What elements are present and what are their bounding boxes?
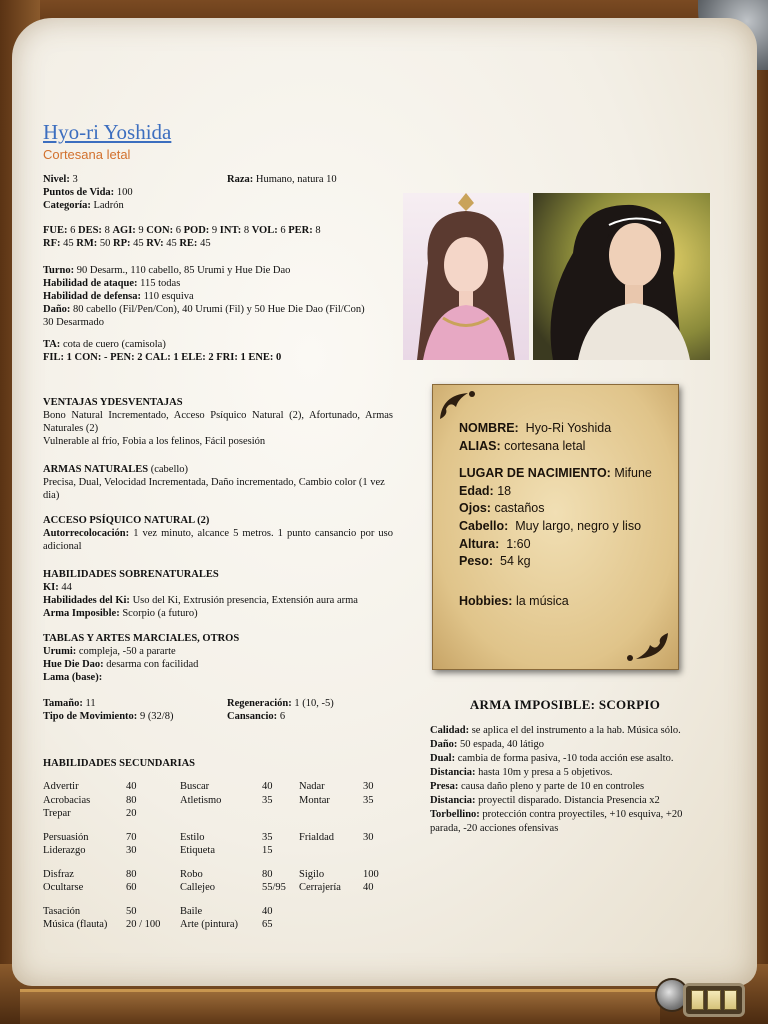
skill-name: Tasación	[43, 905, 81, 917]
skill-row	[43, 821, 403, 831]
skill-value: 80	[262, 868, 273, 880]
skill-name: Disfraz	[43, 868, 74, 880]
skill-value	[262, 895, 299, 905]
skill-name: Ocultarse	[43, 882, 84, 893]
secondary-skills-table	[43, 780, 403, 932]
skill-value: 35	[262, 831, 273, 843]
skill-name	[299, 844, 363, 858]
attributes: FUE: 6 DES: 8 AGI: 9 CON: 6 POD: 9 INT: 8 VOL: 6 PER: 8 RF: 45 RM: 50 RP: 45 RV: 45 RE: 45	[43, 225, 321, 249]
skill-value: 80	[126, 794, 137, 806]
skill-value: 55/95	[262, 882, 286, 893]
skill-value: 40	[126, 781, 137, 792]
skill-name: Persuasión	[43, 831, 89, 843]
bottom-bar	[20, 989, 660, 1024]
natural-weapons-section: ARMAS NATURALES (cabello) Precisa, Dual, Velocidad Incrementada, Daño incrementado, Cambio color (1 vez dia)	[43, 464, 385, 501]
raza: Raza: Humano, natura 10	[227, 174, 337, 185]
skill-name: Liderazgo	[43, 845, 86, 856]
skill-name: Buscar	[180, 781, 210, 792]
skill-row	[43, 807, 403, 821]
skill-row	[43, 905, 403, 919]
skill-value: 20 / 100	[126, 919, 161, 930]
skill-value: 40	[363, 882, 374, 893]
skill-name	[43, 858, 126, 868]
skill-name: Acrobacias	[43, 794, 91, 806]
ornament-top-left-icon	[438, 389, 482, 423]
skill-name: Trepar	[43, 808, 71, 819]
skill-name	[43, 895, 126, 905]
skill-value: 65	[262, 919, 273, 930]
skill-name: Sigilo	[299, 868, 325, 880]
skill-name	[180, 821, 262, 831]
skill-row	[43, 794, 403, 808]
skill-value: 20	[126, 808, 137, 819]
skill-value	[363, 905, 403, 919]
skill-value: 60	[126, 882, 137, 893]
skill-value: 40	[262, 905, 273, 917]
portrait-left-image	[403, 193, 529, 360]
skill-value: 30	[363, 831, 374, 843]
skill-name: Nadar	[299, 781, 325, 792]
ornament-bottom-right-icon	[622, 631, 670, 663]
basic-info: Nivel: 3 Puntos de Vida: 100 Categoría: Ladrón	[43, 174, 133, 211]
portrait-right-image	[533, 193, 710, 360]
skill-row	[43, 858, 403, 868]
skill-name: Arte (pintura)	[180, 919, 239, 930]
skill-name: Advertir	[43, 781, 79, 792]
skill-value: 80	[126, 868, 137, 880]
skill-value: 35	[262, 794, 273, 806]
skill-value	[126, 858, 180, 868]
skill-name	[180, 895, 262, 905]
skill-name: Atletismo	[180, 794, 222, 806]
skill-row	[43, 868, 403, 882]
skill-name: Frialdad	[299, 831, 334, 843]
character-name: Hyo-ri Yoshida	[43, 120, 172, 144]
skill-name	[299, 807, 363, 821]
skill-value: 30	[126, 845, 137, 856]
advantages-section: VENTAJAS YDESVENTAJAS Bono Natural Incrementado, Acceso Psíquico Natural (2), Afortunado, Armas Naturales (2) Vulnerable al frío, Fobia a los felinos, Fácil posesión	[43, 397, 393, 447]
psychic-section: ACCESO PSÍQUICO NATURAL (2) Autorrecolocación: 1 vez minuto, alcance 5 metros. 1 punto cansancio por uso adicional	[43, 515, 394, 552]
skill-value	[363, 918, 403, 932]
skill-row	[43, 831, 403, 845]
skill-name	[43, 821, 126, 831]
combat-block: Turno: 90 Desarm., 110 cabello, 85 Urumi y Hue Die Dao Habilidad de ataque: 115 todas Habilidad de defensa: 110 esquiva Daño: 80 cabello (Fil/Pen/Con), 40 Urumi (Fil) y 50 Hue Die Dao (Fil/Con) 30 Desarmado TA: cota de cuero (camisola) FIL: 1 CON: - PEN: 2 CAL: 1 ELE: 2 FRI: 1 ENE: 0	[43, 265, 365, 363]
character-card-text: NOMBRE: Hyo-Ri Yoshida ALIAS: cortesana letal LUGAR DE NACIMIENTO: Mifune Edad: 18 Ojos: castaños Cabello: Muy largo, negro y liso Altura: 1:60 Peso: 54 kg Hobbies: la música	[459, 421, 652, 608]
skill-row	[43, 918, 403, 932]
skill-value: 50	[126, 905, 137, 917]
secondary-skills-title: HABILIDADES SECUNDARIAS	[43, 758, 195, 769]
gauge-icon	[683, 983, 745, 1017]
skill-value	[363, 858, 403, 868]
skill-name: Cerrajería	[299, 882, 341, 893]
skill-name	[299, 858, 363, 868]
skill-value	[363, 821, 403, 831]
skill-row	[43, 780, 403, 794]
weapon-details: Calidad: se aplica el del instrumento a la hab. Música sólo. Daño: 50 espada, 40 látigo Dual: cambia de forma pasiva, -10 toda acción ese asalto. Distancia: hasta 10m y presa a 5 objetivos. Presa: causa daño pleno y parte de 10 en controles Distancia: proyectil disparado. Distancia Presencia x2 Torbellino: protección contra proyectiles, +10 esquiva, +20 parada, -20 acciones ofensivas	[430, 725, 683, 834]
skill-row	[43, 844, 403, 858]
skill-name: Música (flauta)	[43, 919, 108, 930]
skill-row	[43, 881, 403, 895]
misc-block: Tamaño: 11 Tipo de Movimiento: 9 (32/8)	[43, 698, 174, 722]
skill-value	[126, 895, 180, 905]
skill-name: Baile	[180, 905, 203, 917]
skill-value	[126, 821, 180, 831]
regen-block: Regeneración: 1 (10, -5) Cansancio: 6	[227, 698, 334, 722]
skill-value	[363, 844, 403, 858]
martial-arts-section: TABLAS Y ARTES MARCIALES, OTROS Urumi: compleja, -50 a pararte Hue Die Dao: desarma con facilidad Lama (base):	[43, 633, 240, 683]
skill-value	[262, 858, 299, 868]
skill-name	[299, 895, 363, 905]
skill-name	[180, 807, 262, 821]
character-subtitle: Cortesana letal	[43, 147, 131, 162]
skill-name: Montar	[299, 794, 330, 806]
skill-value: 100	[363, 868, 379, 880]
skill-value: 35	[363, 794, 374, 806]
skill-value	[363, 807, 403, 821]
supernatural-section: HABILIDADES SOBRENATURALES KI: 44 Habilidades del Ki: Uso del Ki, Extrusión presencia, Extensión aura arma Arma Imposible: Scorpio (a futuro)	[43, 569, 358, 619]
skill-name	[299, 905, 363, 919]
skill-value: 40	[262, 781, 273, 792]
skill-value	[262, 821, 299, 831]
skill-name	[180, 858, 262, 868]
skill-name	[299, 918, 363, 932]
skill-name	[299, 821, 363, 831]
skill-value: 30	[363, 781, 374, 792]
skill-name: Etiqueta	[180, 845, 215, 856]
skill-value	[363, 895, 403, 905]
skill-name: Estilo	[180, 831, 205, 843]
skill-value: 15	[262, 845, 273, 856]
skill-value	[262, 807, 299, 821]
skill-name: Robo	[180, 868, 203, 880]
skill-value: 70	[126, 831, 137, 843]
skill-name: Callejeo	[180, 882, 215, 893]
skill-row	[43, 895, 403, 905]
weapon-title: ARMA IMPOSIBLE: SCORPIO	[469, 697, 661, 712]
